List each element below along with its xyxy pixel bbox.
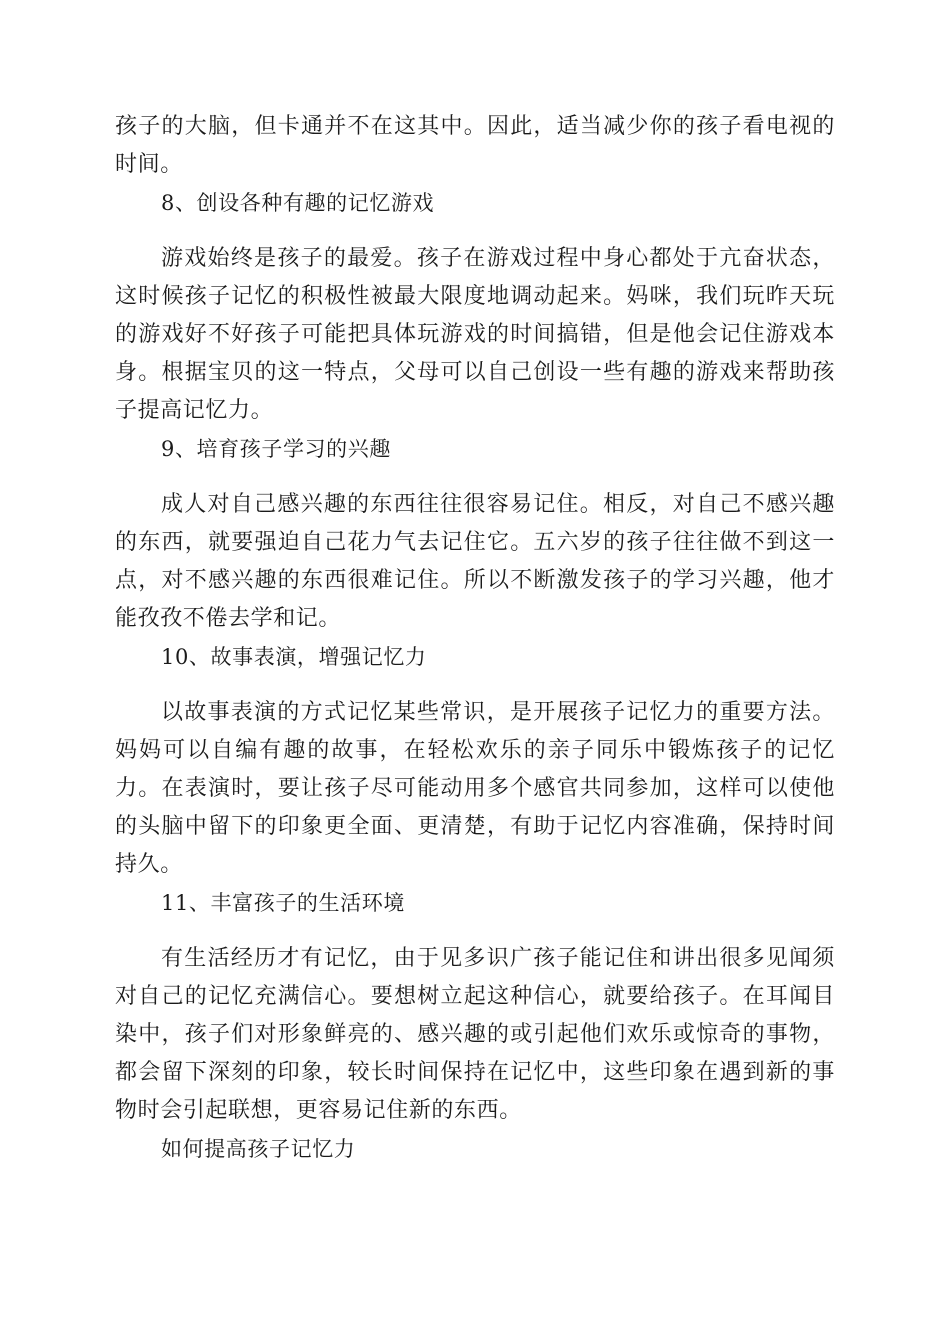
paragraph-tv-time: 孩子的大脑，但卡通并不在这其中。因此，适当减少你的孩子看电视的时间。	[115, 114, 835, 177]
paragraph-memory-games: 游戏始终是孩子的最爱。孩子在游戏过程中身心都处于亢奋状态，这时候孩子记忆的积极性被最大限度地调动起来。妈咪，我们玩昨天玩的游戏好不好孩子可能把具体玩游戏的时间搞错，但是他会记住游戏本身。根据宝贝的这一特点，父母可以自己创设一些有趣的游戏来帮助孩子提高记忆力。	[115, 246, 835, 423]
paragraph-learning-interest: 成人对自己感兴趣的东西往往很容易记住。相反，对自己不感兴趣的东西，就要强迫自己花力气去记住它。五六岁的孩子往往做不到这一点，对不感兴趣的东西很难记住。所以不断激发孩子的学习兴趣，他才能孜孜不倦去学和记。	[115, 492, 835, 631]
heading-improve-memory: 如何提高孩子记忆力	[161, 1137, 356, 1161]
paragraph-rich-environment: 有生活经历才有记忆，由于见多识广孩子能记住和讲出很多见闻须对自己的记忆充满信心。要想树立起这种信心，就要给孩子。在耳闻目染中，孩子们对形象鲜亮的、感兴趣的或引起他们欢乐或惊奇的事物，都会留下深刻的印象，较长时间保持在记忆中，这些印象在遇到新的事物时会引起联想，更容易记住新的东西。	[115, 946, 835, 1123]
heading-memory-games: 8、创设各种有趣的记忆游戏	[161, 191, 435, 215]
document-page	[115, 108, 835, 1168]
heading-rich-environment: 11、丰富孩子的生活环境	[161, 891, 405, 915]
heading-story-performance: 10、故事表演，增强记忆力	[161, 645, 427, 669]
heading-learning-interest: 9、培育孩子学习的兴趣	[161, 437, 391, 461]
paragraph-story-performance: 以故事表演的方式记忆某些常识，是开展孩子记忆力的重要方法。妈妈可以自编有趣的故事，在轻松欢乐的亲子同乐中锻炼孩子的记忆力。在表演时，要让孩子尽可能动用多个感官共同参加，这样可以使他的头脑中留下的印象更全面、更清楚，有助于记忆内容准确，保持时间持久。	[115, 700, 835, 877]
